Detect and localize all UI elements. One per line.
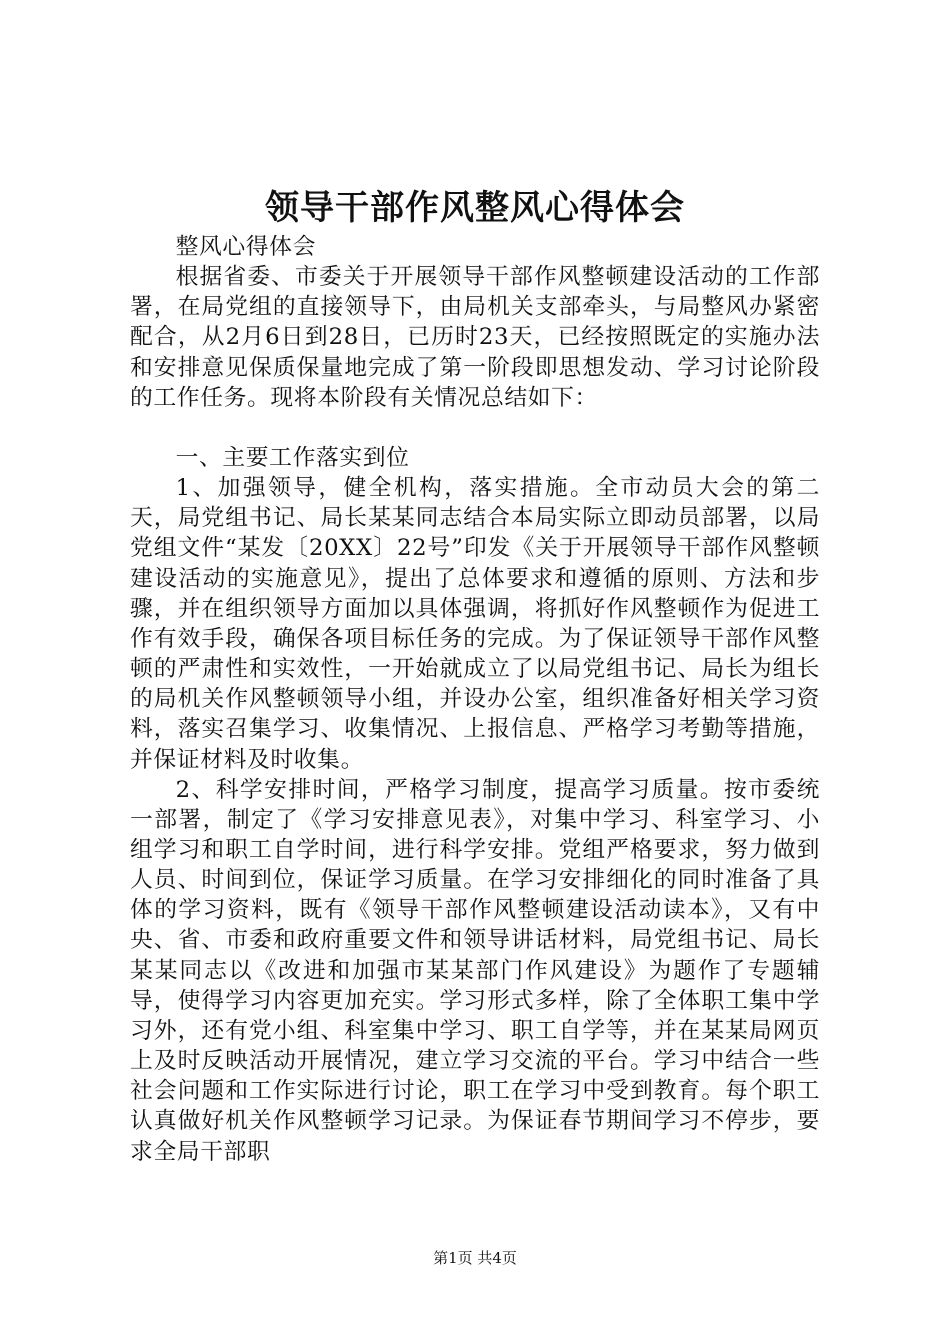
- body-paragraph-2: 2、科学安排时间，严格学习制度，提高学习质量。按市委统一部署，制定了《学习安排意见表》，对集中学习、科室学习、小组学习和职工自学时间，进行科学安排。党组严格要求，努力做到人员、时间到位，保证学习质量。在学习安排细化的同时准备了具体的学习资料，既有《领导干部作风整顿建设活动读本》，又有中央、省、市委和政府重要文件和领导讲话材料，局党组书记、局长某某同志以《改进和加强市某某部门作风建设》为题作了专题辅导，使得学习内容更加充实。学习形式多样，除了全体职工集中学习外，还有党小组、科室集中学习、职工自学等，并在某某局网页上及时反映活动开展情况，建立学习交流的平台。学习中结合一些社会问题和工作实际进行讨论，职工在学习中受到教育。每个职工认真做好机关作风整顿学习记录。为保证春节期间学习不停步，要求全局干部职: [130, 776, 820, 1165]
- document-body: [130, 232, 820, 1167]
- body-paragraph-1: 1、加强领导，健全机构，落实措施。全市动员大会的第二天，局党组书记、局长某某同志结合本局实际立即动员部署，以局党组文件“某发〔20XX〕22号”印发《关于开展领导干部作风整顿建设活动的实施意见》，提出了总体要求和遵循的原则、方法和步骤，并在组织领导方面加以具体强调，将抓好作风整顿作为促进工作有效手段，确保各项目标任务的完成。为了保证领导干部作风整顿的严肃性和实效性，一开始就成立了以局党组书记、局长为组长的局机关作风整顿领导小组，并设办公室，组织准备好相关学习资料，落实召集学习、收集情况、上报信息、严格学习考勤等措施，并保证材料及时收集。: [130, 475, 820, 773]
- intro-paragraph: 根据省委、市委关于开展领导干部作风整顿建设活动的工作部署，在局党组的直接领导下，由局机关支部牵头，与局整风办紧密配合，从2月6日到28日，已历时23天，已经按照既定的实施办法和安排意见保质保量地完成了第一阶段即思想发动、学习讨论阶段的工作任务。现将本阶段有关情况总结如下：: [130, 264, 820, 411]
- page-footer: 第1页 共4页: [433, 1249, 517, 1267]
- subtitle-paragraph: 整风心得体会: [175, 234, 316, 260]
- document-title: 领导干部作风整风心得体会: [265, 188, 685, 228]
- section-heading: 一、主要工作落实到位: [175, 444, 410, 471]
